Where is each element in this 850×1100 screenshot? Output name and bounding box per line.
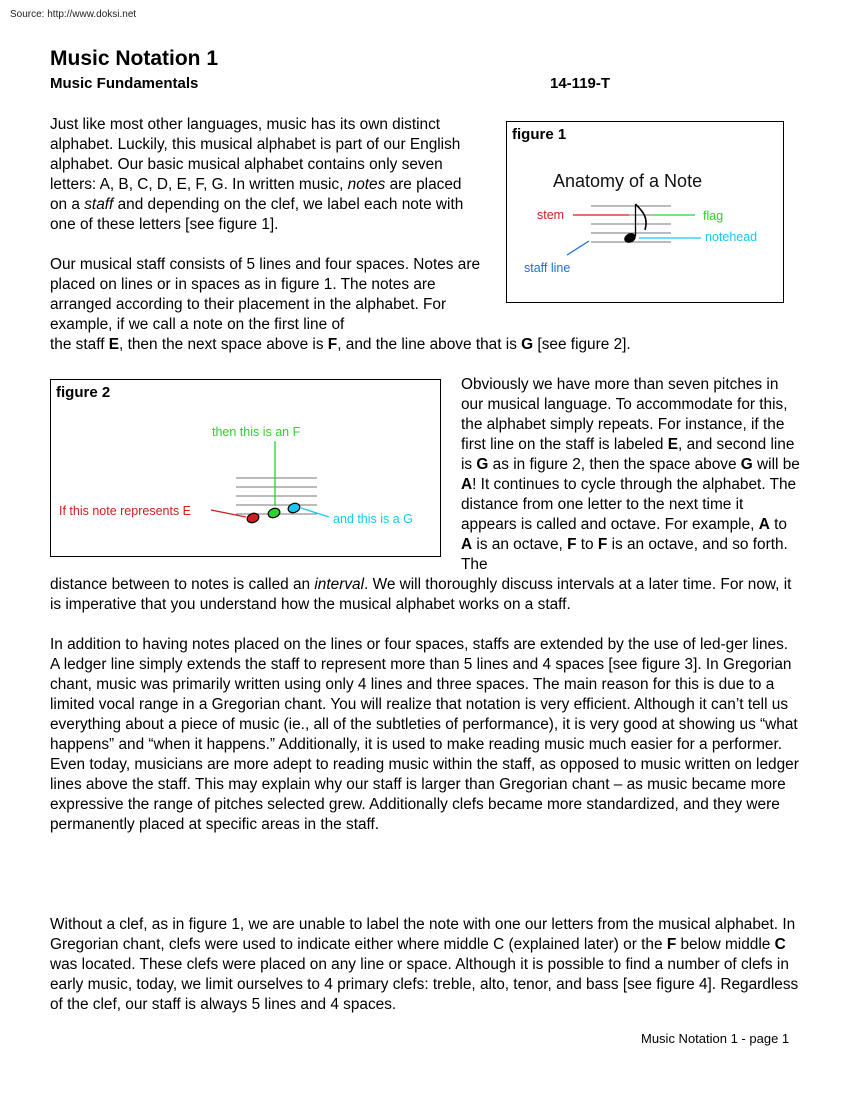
page-title: Music Notation 1 [50,47,219,70]
p3-text-3: as in figure 2, then the space above [488,456,741,473]
p1-notes-term: notes [347,176,386,193]
p2b-e: E [108,336,120,353]
p3-text-4: will be [752,456,800,473]
staff-line-pointer [567,241,589,255]
p3-f: F [567,536,577,553]
p4-text: In addition to having notes placed on the lines or four spaces, staffs are extended by the use of led-ger lines. A ledger line simply extends the staff to represent more than 5 lines and 4 spaces [see figure 3]. In Gregorian chant, music was primarily written using only 4 lines and three spaces. The main reason for this is due to a limited vocal range in a Gregorian chant. You will realize that notation is very efficient. Although it can’t tell us everything about a piece of music (ie., all of the subtleties of performance), it is very good at showing us “what happens” and “when it happens.” Additionally, it is used to make reading music much easier for a performer. Even today, musicians are more adept to reading music within the staff, as opposed to music written on ledger lines above the staff. This may explain why our staff is larger than Gregorian chant – as music became more expressive the range of pitches selected grew. Additionally clefs became more standardized, and they were permanently placed at specific areas in the staff. [50,636,799,833]
label-e: If this note represents E [59,504,192,518]
p1-text-1: Just like most other languages, music has its own distinct alphabet. Luckily, this musical alphabet is part of our English alphabet. Our basic musical alphabet contains only seven letters: A, B, C, D, E, F, G. In written music, [50,116,461,193]
figure-1-heading: Anatomy of a Note [553,171,703,191]
p3-a3: A [461,536,473,553]
p2b-text-3: , and the line above that is [337,336,522,353]
paragraph-2-continued [50,335,800,355]
p2b-text-4: [see figure 2]. [533,336,631,353]
p3-a2: A [758,516,770,533]
figure-1-box [506,121,784,303]
note-g [287,502,301,515]
figure-1-label: figure 1 [512,126,567,143]
p3-g2: G [740,456,753,473]
label-f: then this is an F [212,425,301,439]
p1-staff-term: staff [84,196,114,213]
p2b-f: F [327,336,338,353]
p2b-text-2: , then the next space above is [119,336,328,353]
p5-c: C [774,936,786,953]
p1-text-2: are placed on a [50,176,462,213]
p2b-g: G [521,336,534,353]
figure-1-note-flag [636,204,647,230]
figure-2-label: figure 2 [56,384,111,401]
paragraph-3-continued [50,575,802,615]
staff-line-label: staff line [524,261,571,275]
p3-text-9: is an octave, and so forth. The [461,536,788,573]
p3-text-7: is an octave, [472,536,568,553]
label-g: and this is a G [333,512,413,526]
p3-text-2: , and second line is [461,436,795,473]
source-line: Source: http://www.doksi.net [10,9,137,20]
p3b-text-1: distance between to notes is called an [50,576,315,593]
p2-text: Our musical staff consists of 5 lines and four spaces. Notes are placed on lines or in spaces as in figure 1. The notes are arranged according to their placement in the alphabet. For example, if we call a note on the first line of [50,256,480,333]
p3-a: A [461,476,473,493]
paragraph-2 [50,255,480,335]
p1-text-3: and depending on the clef, we label each note with one of these letters [see figure 1]. [50,196,464,233]
p5-f: F [666,936,677,953]
page-footer: Music Notation 1 - page 1 [641,1031,790,1046]
p5-text-3: was located. These clefs were placed on any line or space. Although it is possible to find a number of clefs in early music, today, we limit ourselves to 4 primary clefs: treble, alto, tenor, and bass [see figure 4]. Regardless of the clef, our staff is always 5 lines and 4 spaces. [50,956,799,1013]
course-code: 14-119-T [550,75,611,92]
paragraph-1 [50,115,480,235]
p3-text-8: to [576,536,598,553]
figure-1-diagram [507,122,785,304]
page-subtitle: Music Fundamentals [50,75,199,92]
p3b-text-2: . We will thoroughly discuss intervals at a later time. For now, it is imperative that you understand how the musical alphabet works on a staff. [50,576,792,613]
note-f [267,507,281,520]
p2b-text-1: the staff [50,336,109,353]
p3-text-5: ! It continues to cycle through the alphabet. The distance from one letter to the next time it appears is called and octave. For example, [461,476,797,533]
p5-text-2: below middle [676,936,775,953]
p3-g: G [476,456,489,473]
p3-text-1: Obviously we have more than seven pitches in our musical language. To accommodate for this, the alphabet simply repeats. For instance, if the first line on the staff is labeled [461,376,788,453]
paragraph-3 [461,375,801,575]
notehead-label: notehead [705,230,758,244]
p5-text-1: Without a clef, as in figure 1, we are unable to label the note with one our letters from the musical alphabet. In Gregorian chant, clefs were used to indicate either where middle C (explained later) or the [50,916,796,953]
pointer-g [301,508,329,517]
paragraph-5 [50,915,802,1015]
p3-e: E [667,436,679,453]
figure-2-diagram [51,380,442,558]
paragraph-4 [50,635,800,835]
p3b-interval-term: interval [314,576,365,593]
figure-2-box [50,379,441,557]
flag-label: flag [703,209,724,223]
p3-f2: F [597,536,608,553]
stem-label: stem [537,208,565,222]
p3-text-6: to [769,516,787,533]
